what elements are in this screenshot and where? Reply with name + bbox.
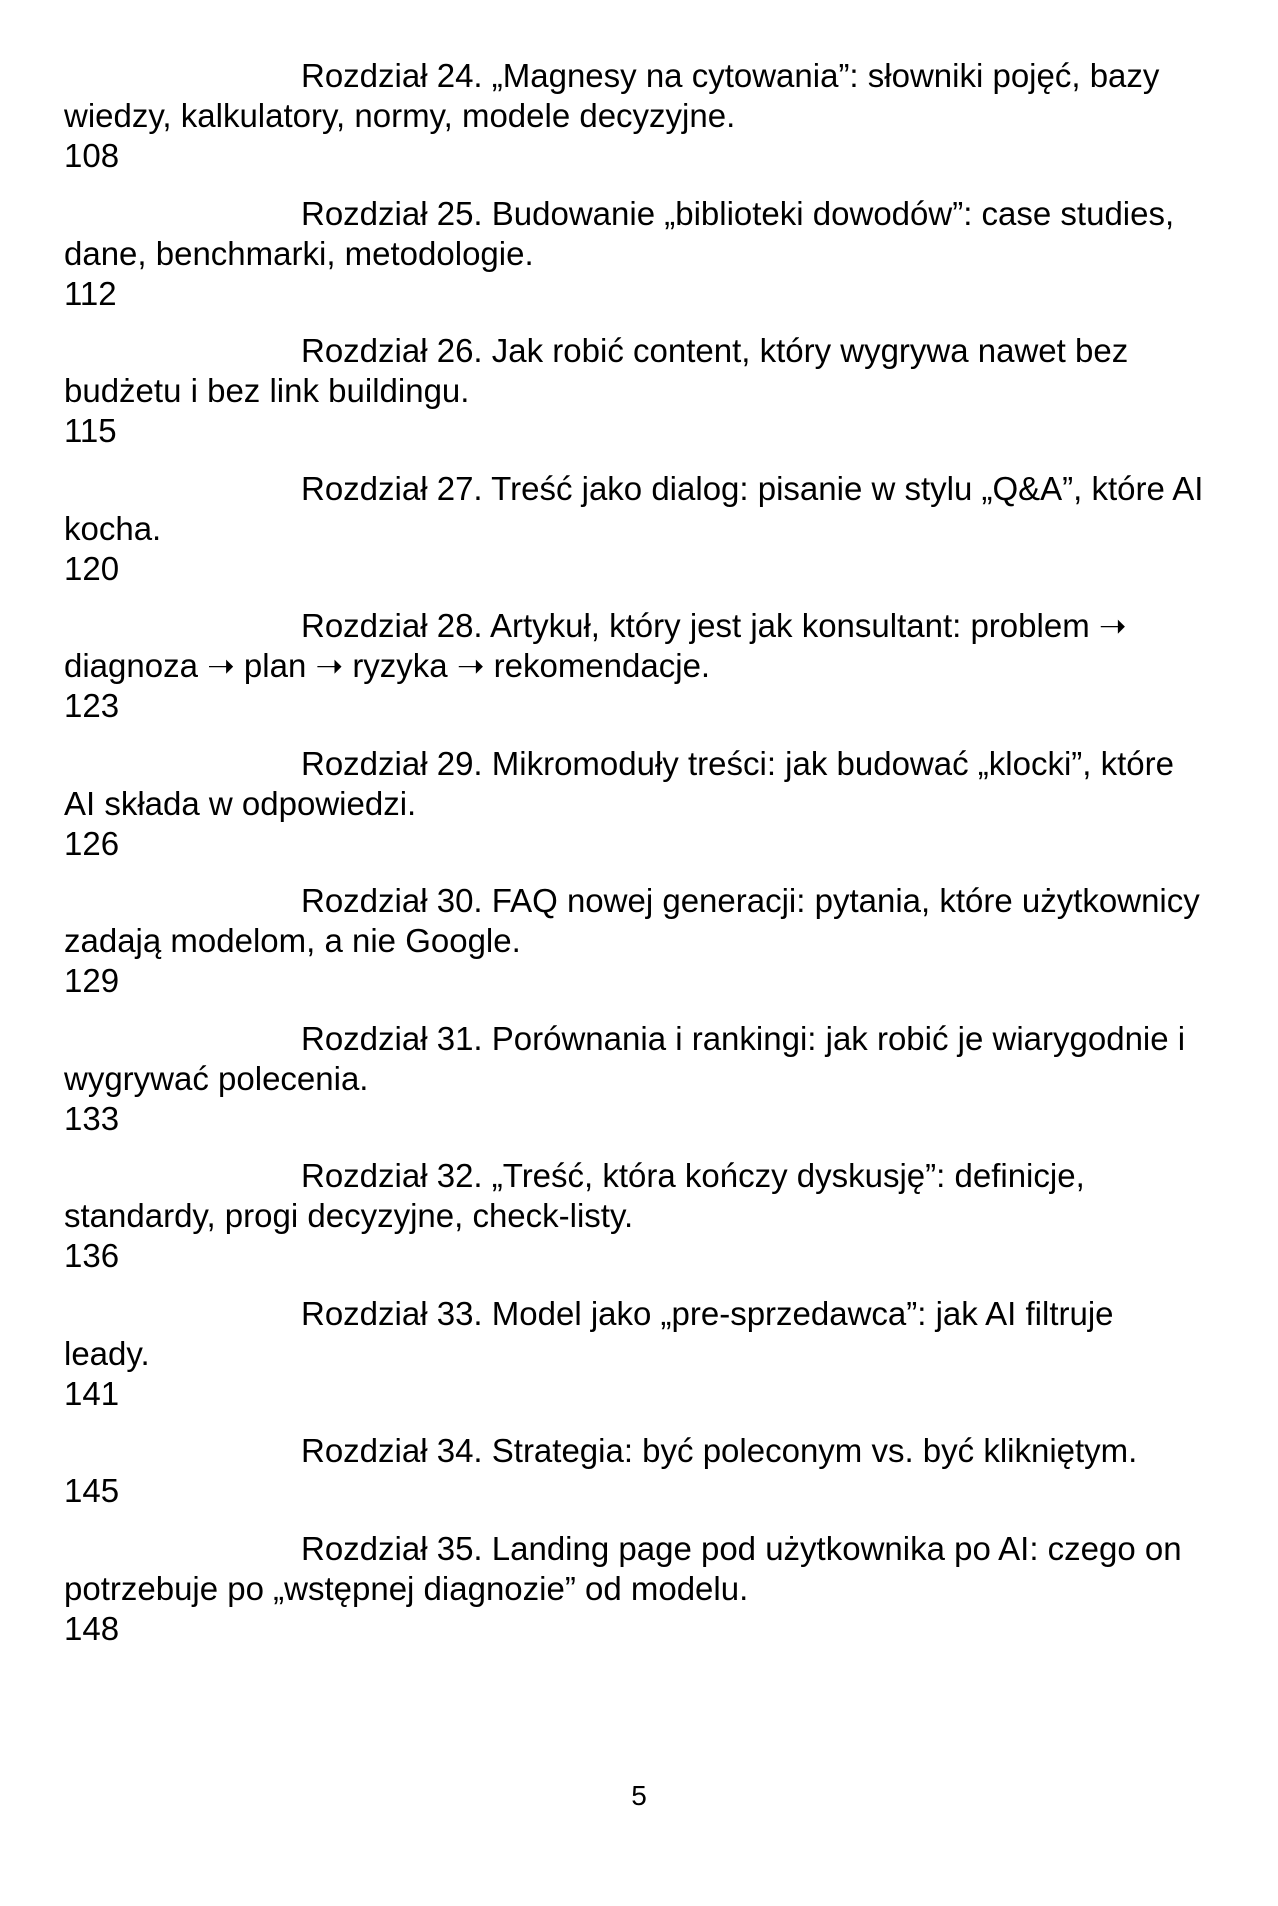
toc-entry-page: 120: [64, 549, 120, 587]
toc-entry-31: [64, 1019, 1204, 1139]
toc-entry-33: [64, 1294, 1204, 1414]
toc-entry-34: [64, 1431, 1204, 1511]
toc-entry-page: 141: [64, 1374, 120, 1412]
toc-entry-title: Rozdział 34. Strategia: być poleconym vs. być klikniętym.: [301, 1432, 1138, 1469]
toc-entry-title: Rozdział 24. „Magnesy na cytowania”: słowniki pojęć, bazy wiedzy, kalkulatory, normy, modele decyzyjne.: [64, 57, 1160, 134]
toc-entry-title: Rozdział 35. Landing page pod użytkownika po AI: czego on potrzebuje po „wstępnej diagnozie” od modelu.: [64, 1529, 1182, 1607]
toc-entry-title: Rozdział 33. Model jako „pre-sprzedawca”: jak AI filtruje leady.: [64, 1294, 1114, 1372]
toc-entry-26: [64, 331, 1204, 451]
toc-entry-page: 133: [64, 1099, 120, 1137]
toc-entry-page: 129: [64, 962, 120, 999]
toc-entry-title: Rozdział 28. Artykuł, który jest jak konsultant: problem ➝ diagnoza ➝ plan ➝ ryzyka ➝ rekomendacje.: [64, 607, 1127, 684]
toc-entry-page: 112: [64, 274, 117, 312]
toc-entry-page: 126: [64, 824, 120, 862]
page-number: 5: [631, 1780, 647, 1811]
toc-entry-title: Rozdział 29. Mikromoduły treści: jak budować „klocki”, które AI składa w odpowiedzi.: [64, 744, 1174, 822]
toc-entry-29: [64, 744, 1204, 864]
toc-entry-28: [64, 606, 1204, 726]
toc-entry-27: [64, 469, 1204, 589]
toc-entry-page: 136: [64, 1237, 120, 1274]
toc-entry-page: 148: [64, 1609, 120, 1647]
toc-entry-title: Rozdział 31. Porównania i rankingi: jak robić je wiarygodnie i wygrywać polecenia.: [64, 1019, 1186, 1097]
toc-entry-page: 115: [64, 412, 117, 449]
toc-entry-32: [64, 1156, 1204, 1276]
toc-entry-page: 145: [64, 1472, 120, 1509]
toc-entry-title: Rozdział 26. Jak robić content, który wygrywa nawet bez budżetu i bez link buildingu.: [64, 332, 1129, 409]
toc-entry-title: Rozdział 27. Treść jako dialog: pisanie w stylu „Q&A”, które AI kocha.: [64, 469, 1204, 547]
toc-entry-page: 123: [64, 687, 120, 724]
table-of-contents: [64, 56, 1204, 1666]
toc-entry-25: [64, 194, 1204, 314]
toc-entry-24: [64, 56, 1204, 176]
toc-entry-page: 108: [64, 137, 120, 174]
toc-entry-35: [64, 1529, 1204, 1649]
toc-entry-title: Rozdział 30. FAQ nowej generacji: pytania, które użytkownicy zadają modelom, a nie Google.: [64, 882, 1200, 959]
toc-entry-title: Rozdział 32. „Treść, która kończy dyskusję”: definicje, standardy, progi decyzyjne, check-listy.: [64, 1157, 1085, 1234]
toc-entry-title: Rozdział 25. Budowanie „biblioteki dowodów”: case studies, dane, benchmarki, metodologie.: [64, 194, 1175, 272]
toc-entry-30: [64, 881, 1204, 1001]
